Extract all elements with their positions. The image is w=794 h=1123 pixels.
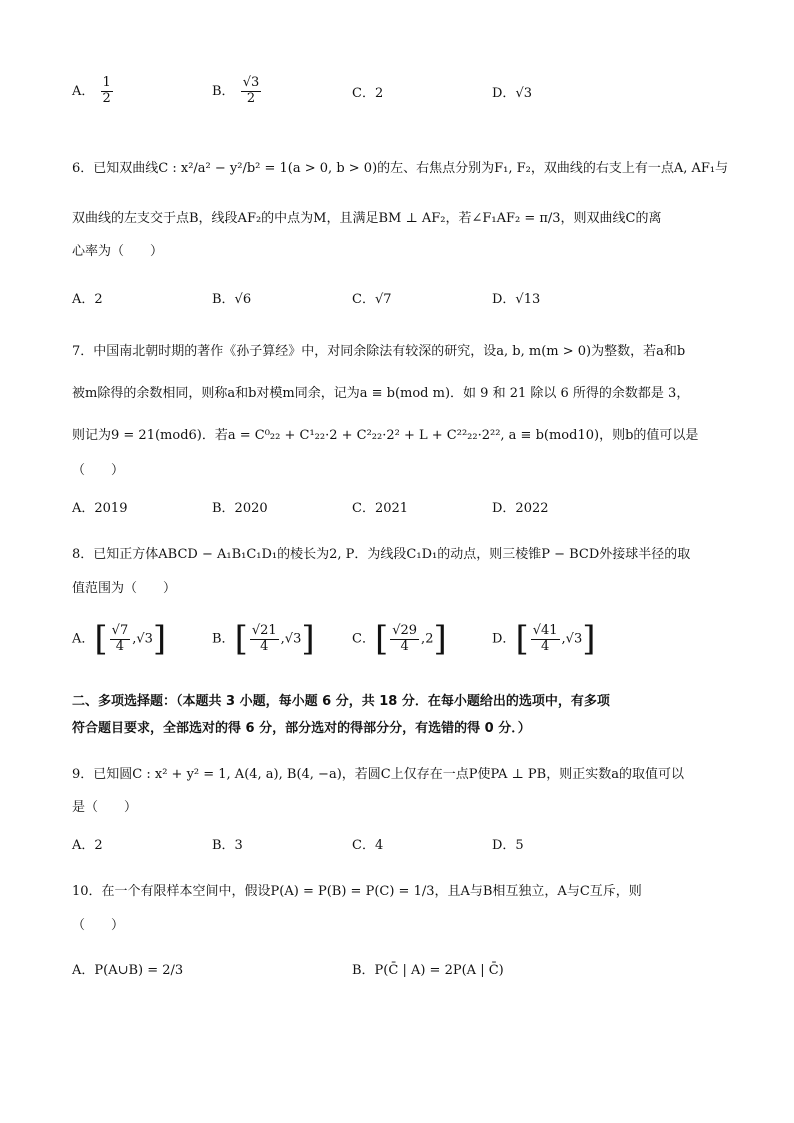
fraction: $\frac{√21}{4}$ bbox=[251, 622, 277, 654]
q9-option-a[interactable]: A．2 bbox=[72, 838, 103, 853]
comma: , bbox=[280, 631, 285, 647]
q6-option-c[interactable]: C．√7 bbox=[352, 292, 392, 307]
q8-line-2: 值范围为（ ） bbox=[72, 581, 177, 596]
q7-option-c[interactable]: C．2021 bbox=[352, 501, 409, 516]
fraction: $\frac{√41}{4}$ bbox=[532, 622, 558, 654]
q7-line-1: 7．中国南北朝时期的著作《孙子算经》中，对同余除法有较深的研究，设a, b, m(m > 0)为整数，若a和b bbox=[72, 344, 686, 359]
q6-option-d[interactable]: D．√13 bbox=[492, 292, 541, 307]
range-upper: √3 bbox=[136, 631, 153, 647]
option-label: B． bbox=[212, 83, 235, 99]
q9-option-d[interactable]: D．5 bbox=[492, 838, 524, 853]
left-bracket: [ bbox=[515, 619, 529, 659]
q10-option-a[interactable]: A．P(A∪B) = 2/3 bbox=[72, 963, 184, 978]
q10-line-2: （ ） bbox=[72, 918, 125, 933]
q7-line-2: 被m除得的余数相同，则称a和b对模m同余，记为a ≡ b(mod m)．如 9 和 21 除以 6 所得的余数都是 3， bbox=[72, 386, 690, 401]
option-label: D． bbox=[492, 631, 516, 647]
option-label: D． bbox=[492, 86, 516, 101]
q9-option-b[interactable]: B．3 bbox=[212, 838, 243, 853]
q9-line-1: 9．已知圆C : x² + y² = 1, A(4, a), B(4, −a)，若圆C上仅存在一点P使PA ⊥ PB，则正实数a的取值可以 bbox=[72, 767, 684, 782]
range-upper: 2 bbox=[425, 631, 434, 647]
option-label: A． bbox=[72, 631, 95, 647]
right-bracket: ] bbox=[433, 619, 447, 659]
left-bracket: [ bbox=[234, 619, 248, 659]
q6-option-a[interactable]: A．2 bbox=[72, 292, 103, 307]
left-bracket: [ bbox=[94, 619, 108, 659]
right-bracket: ] bbox=[582, 619, 596, 659]
q8-option-d[interactable] bbox=[492, 619, 596, 659]
right-bracket: ] bbox=[152, 619, 167, 659]
q5-option-d[interactable] bbox=[492, 85, 532, 103]
q8-option-b[interactable] bbox=[212, 619, 315, 659]
q10-line-1: 10．在一个有限样本空间中，假设P(A) = P(B) = P(C) = 1/3，且A与B相互独立，A与C互斥，则 bbox=[72, 884, 642, 899]
fraction: $\frac{√3}{2}$ bbox=[242, 75, 260, 106]
q6-line-1: 6．已知双曲线C : x²/a² − y²/b² = 1(a > 0, b > 0)的左、右焦点分别为F₁, F₂，双曲线的右支上有一点A, AF₁与 bbox=[72, 161, 729, 176]
range-upper: √3 bbox=[284, 631, 302, 647]
fraction: $\frac{√7}{4}$ bbox=[111, 622, 129, 654]
q8-option-a[interactable] bbox=[72, 619, 167, 659]
q5-option-c[interactable] bbox=[352, 85, 383, 103]
option-label: A． bbox=[72, 83, 95, 99]
q8-option-c[interactable] bbox=[352, 619, 447, 659]
fraction: $\frac{√29}{4}$ bbox=[392, 622, 418, 654]
comma: , bbox=[132, 631, 137, 647]
q7-line-3: 则记为9 = 21(mod6)．若a = C⁰₂₂ + C¹₂₂·2 + C²₂₂·2² + L + C²²₂₂·2²², a ≡ b(mod10)，则b的值可以是 bbox=[72, 428, 699, 443]
q6-line-2: 双曲线的左支交于点B，线段AF₂的中点为M，且满足BM ⊥ AF₂，若∠F₁AF₂ = π/3，则双曲线C的离 bbox=[72, 211, 662, 226]
q7-option-d[interactable]: D．2022 bbox=[492, 501, 549, 516]
option-value: √3 bbox=[515, 86, 532, 101]
left-bracket: [ bbox=[374, 619, 389, 659]
option-label: C． bbox=[352, 631, 375, 647]
q9-line-2: 是（ ） bbox=[72, 800, 138, 815]
q7-option-b[interactable]: B．2020 bbox=[212, 501, 268, 516]
q5-option-a[interactable] bbox=[72, 76, 115, 107]
option-label: B． bbox=[212, 631, 235, 647]
q7-option-a[interactable]: A．2019 bbox=[72, 501, 128, 516]
fraction: $\frac{1}{2}$ bbox=[102, 75, 111, 106]
section-2-heading-line-1: 二、多项选择题：（本题共 3 小题，每小题 6 分，共 18 分．在每小题给出的选项中，有多项 bbox=[72, 694, 610, 709]
q6-option-b[interactable]: B．√6 bbox=[212, 292, 252, 307]
q9-option-c[interactable]: C．4 bbox=[352, 838, 384, 853]
right-bracket: ] bbox=[301, 619, 315, 659]
option-label: C． bbox=[352, 86, 375, 101]
section-2-heading-line-2: 符合题目要求，全部选对的得 6 分，部分选对的得部分分，有选错的得 0 分．） bbox=[72, 721, 531, 736]
comma: , bbox=[421, 631, 426, 647]
q5-option-b[interactable] bbox=[212, 76, 263, 107]
range-upper: √3 bbox=[565, 631, 583, 647]
q7-line-4: （ ） bbox=[72, 463, 125, 478]
q6-line-3: 心率为（ ） bbox=[72, 244, 164, 259]
q8-line-1: 8．已知正方体ABCD − A₁B₁C₁D₁的棱长为2, P．为线段C₁D₁的动点，则三棱锥P − BCD外接球半径的取 bbox=[72, 547, 691, 562]
q10-option-b[interactable]: B．P(C̄ | A) = 2P(A | C̄) bbox=[352, 963, 504, 978]
comma: , bbox=[561, 631, 566, 647]
option-value: 2 bbox=[374, 86, 384, 101]
